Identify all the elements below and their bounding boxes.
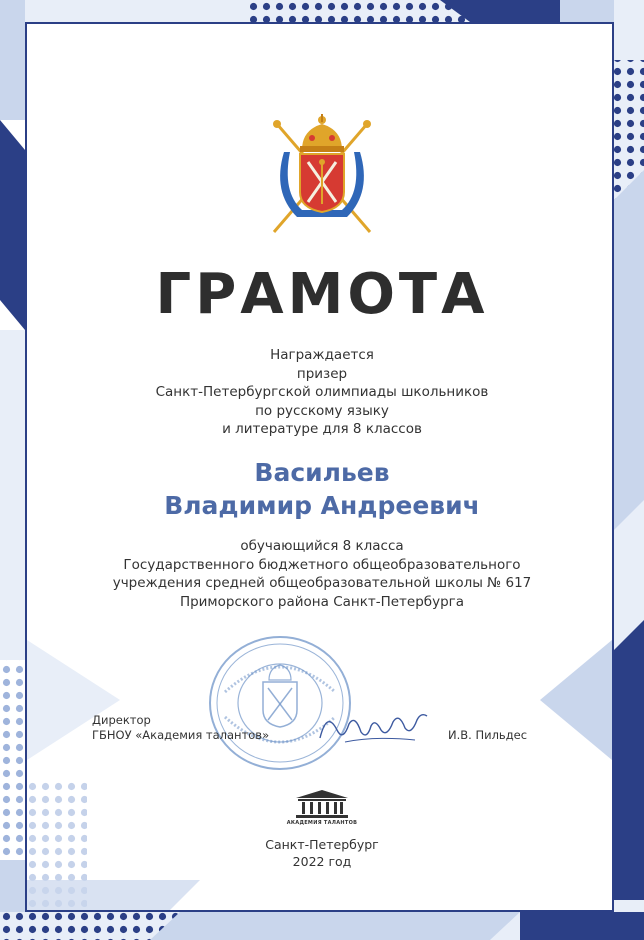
coat-of-arms-emblem xyxy=(262,112,382,237)
recipient-name xyxy=(0,456,644,522)
recipient-surname: Васильев xyxy=(254,458,390,487)
director-organization: ГБНОУ «Академия талантов» xyxy=(92,728,270,742)
recipient-given-names: Владимир Андреевич xyxy=(164,491,480,520)
student-line: обучающийся 8 класса xyxy=(240,538,404,554)
issue-place-date xyxy=(0,836,644,870)
certificate-title: ГРАМОТА xyxy=(155,262,489,327)
award-text xyxy=(0,346,644,439)
award-line: и литературе для 8 классов xyxy=(222,421,422,437)
award-line: Награждается xyxy=(270,347,374,363)
award-line: призер xyxy=(296,365,348,382)
director-title: Директор xyxy=(92,713,151,727)
academy-logo-caption: АКАДЕМИЯ ТАЛАНТОВ xyxy=(286,820,358,826)
student-line: Приморского района Санкт-Петербурга xyxy=(179,593,465,610)
academy-logo-icon xyxy=(292,788,352,820)
student-line: Государственного бюджетного общеобразовательного xyxy=(123,556,521,573)
award-line: Санкт-Петербургской олимпиады школьников xyxy=(155,384,489,400)
director-name: И.В. Пильдес xyxy=(448,728,528,742)
issue-year: 2022 год xyxy=(292,854,352,869)
handwritten-signature xyxy=(315,700,430,750)
issue-city: Санкт-Петербург xyxy=(265,837,379,852)
award-line: по русскому языку xyxy=(255,402,389,419)
director-position xyxy=(92,713,269,743)
student-info xyxy=(0,537,644,611)
student-line: учреждения средней общеобразовательной школы № 617 xyxy=(112,575,532,591)
